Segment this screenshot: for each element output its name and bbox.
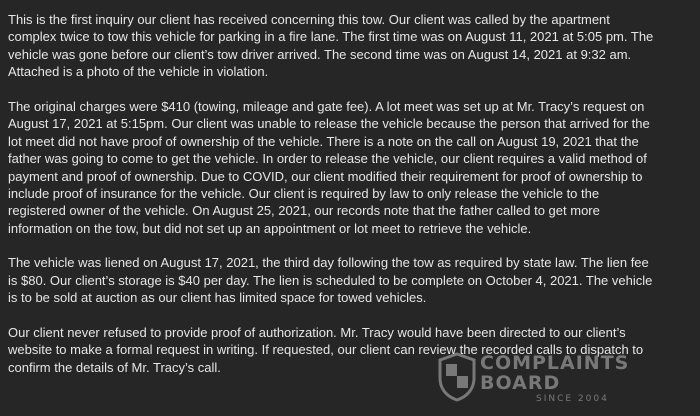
paragraph-gap: [8, 307, 694, 324]
text-line: confirm the details of Mr. Tracy’s call.: [8, 359, 221, 375]
paragraph-gap: [8, 81, 694, 98]
paragraph: [8, 98, 694, 237]
watermark-since: SINCE 2004: [536, 394, 609, 404]
text-line: lot meet did not have proof of ownership of the vehicle. There is a note on the call on August 19, 2021 that the: [8, 133, 639, 149]
text-line: is $80. Our client’s storage is $40 per day. The lien is scheduled to be complete on October 4, 2021. The vehicle: [8, 272, 653, 288]
text-line: vehicle was gone before our client’s tow driver arrived. The second time was on August 14, 2021 at 9:32 am.: [8, 46, 632, 62]
text-line: is to be sold at auction as our client has limited space for towed vehicles.: [8, 290, 427, 306]
text-line: complex twice to tow this vehicle for parking in a fire lane. The first time was on August 11, 2021 at 5:05 pm. The: [8, 29, 654, 45]
watermark-line1: COMPLAINTS: [480, 352, 630, 374]
text-line: The vehicle was liened on August 17, 2021, the third day following the tow as required by state law. The lien fee: [8, 255, 649, 271]
text-line: The original charges were $410 (towing, mileage and gate fee). A lot meet was set up at Mr. Tracy’s request on: [8, 98, 645, 114]
text-line: include proof of insurance for the vehicle. Our client is required by law to only release the vehicle to the: [8, 185, 600, 201]
text-line: registered owner of the vehicle. On August 25, 2021, our records note that the father called to get more: [8, 203, 600, 219]
paragraph-gap: [8, 237, 694, 254]
text-line: August 17, 2021 at 5:15pm. Our client was unable to release the vehicle because the person that arrived for the: [8, 116, 650, 132]
paragraph: [8, 324, 694, 376]
paragraph: [8, 254, 694, 306]
watermark-line2: BOARD: [480, 372, 561, 394]
text-line: information on the tow, but did not set up an appointment or lot meet to retrieve the vehicle.: [8, 220, 532, 236]
text-line: Our client never refused to provide proof of authorization. Mr. Tracy would have been directed to our client’s: [8, 325, 626, 341]
text-line: father was going to come to get the vehicle. In order to release the vehicle, our client requires a valid method of: [8, 151, 647, 167]
text-line: This is the first inquiry our client has received concerning this tow. Our client was called by the apartment: [8, 12, 610, 27]
paragraph: [8, 11, 694, 81]
document-body: [8, 11, 694, 376]
text-line: Attached is a photo of the vehicle in violation.: [8, 64, 269, 80]
text-line: payment and proof of ownership. Due to COVID, our client modified their requirement for proof of ownership to: [8, 168, 643, 184]
text-line: website to make a formal request in writing. If requested, our client can review the recorded calls to dispatch to: [8, 342, 644, 358]
